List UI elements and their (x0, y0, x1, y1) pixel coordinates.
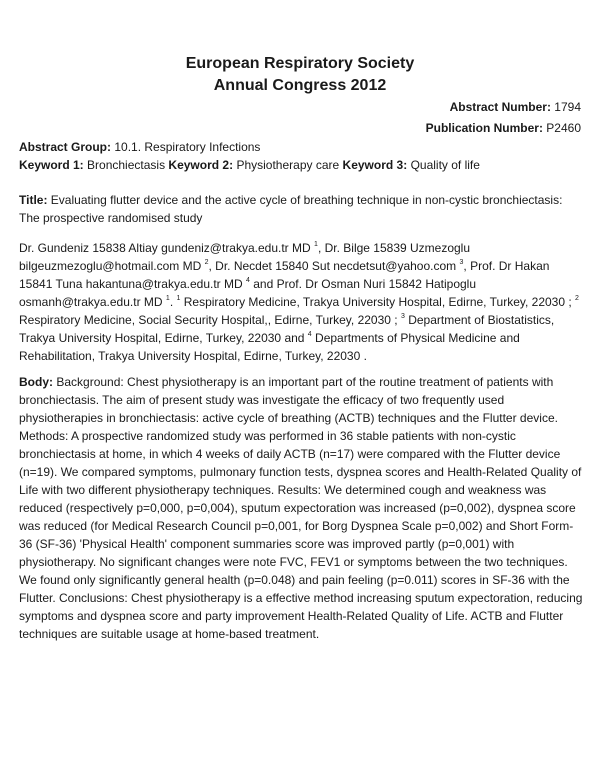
keyword-1-label: Keyword 1: (19, 158, 84, 172)
keyword-3-value: Quality of life (410, 158, 480, 172)
congress-year: Annual Congress 2012 (213, 77, 387, 94)
keyword-2-value: Physiotherapy care (236, 158, 340, 172)
affiliation-4-sup: 4 (307, 331, 312, 338)
abstract-number-label: Abstract Number: (449, 100, 551, 114)
affiliation-1-sup: 1 (176, 295, 181, 302)
publication-number-value: P2460 (546, 121, 581, 135)
author-3: , Dr. Necdet 15840 Sut necdetsut@yahoo.com (208, 259, 457, 273)
body-label: Body: (19, 375, 53, 389)
author-5: and Prof. Dr Osman Nuri 15842 Hatipoglu osmanh@trakya.edu.tr MD (19, 277, 477, 309)
abstract-group-label: Abstract Group: (19, 140, 112, 154)
author-4-affiliation-sup: 4 (246, 277, 250, 284)
congress-name: European Respiratory Society (185, 55, 415, 72)
publication-number (426, 121, 581, 136)
author-2: , Dr. Bilge 15839 Uzmezoglu bilgeuzmezoglu@hotmail.com MD (19, 241, 471, 273)
keyword-2-label: Keyword 2: (168, 158, 234, 172)
abstract-group-value: 10.1. Respiratory Infections (114, 140, 261, 154)
keywords-line (19, 156, 584, 174)
abstract-body (19, 373, 584, 643)
affiliation-2: Respiratory Medicine, Social Security Hospital,, Edirne, Turkey, 22030 ; (19, 313, 401, 327)
abstract-group (19, 138, 584, 156)
keyword-3-label: Keyword 3: (342, 158, 408, 172)
affiliation-3-sup: 3 (400, 313, 405, 320)
affiliation-2-sup: 2 (575, 295, 579, 302)
title-label: Title: (19, 193, 48, 207)
publication-number-label: Publication Number: (425, 121, 543, 135)
affiliation-1: Respiratory Medicine, Trakya University Hospital, Edirne, Turkey, 22030 ; (180, 295, 576, 309)
author-4: , Prof. Dr Hakan 15841 Tuna hakantuna@trakya.edu.tr MD (19, 259, 550, 291)
title-text: Evaluating flutter device and the active cycle of breathing technique in non-cystic bronchiectasis: The prospective randomised study (19, 193, 563, 225)
affiliation-4: Departments of Physical Medicine and Rehabilitation, Trakya University Hospital, Edirne, Turkey, 22030 . (19, 331, 520, 363)
body-text: Background: Chest physiotherapy is an important part of the routine treatment of patients with bronchiectasis. The aim of present study was investigate the efficacy of two frequently used physiotherapies in bronchiectasis: active cycle of breathing (ACTB) techniques and the Flutter device. Methods: A prospective randomized study was performed in 36 stable patients with non-cystic bronchiectasis at home, in which 4 weeks of daily ACTB (n=17) were compared with the Flutter device (n=19). We compared symptoms, pulmonary function tests, dyspnea scores and Health-Related Quality of Life with two different physiotherapy techniques. Results: We determined cough and weakness was reduced (respectively p=0,000, p=0,004), sputum expectoration was increased (p=0,002), dyspnea score was reduced (for Medical Research Council p=0,001, for Borg Dyspnea Scale p=0,002) and Short Form-36 (SF-36) 'Physical Health' component summaries score was improved partly (p=0,001) with physiotherapy. No significant changes were note FVC, FEV1 or symptoms between the two techniques. We found only significantly general health (p=0.048) and pain feeling (p=0.011) scores in SF-36 with the Flutter. Conclusions: Chest physiotherapy is a effective method increasing sputum expectoration, reducing symptoms and dyspnea score and party improvement Health-Related Quality of Life. ACTB and Flutter techniques are suitable usage at home-based treatment. (19, 375, 583, 641)
authors-affiliations (19, 239, 584, 365)
abstract-number (450, 100, 581, 115)
author-1: Dr. Gundeniz 15838 Altiay gundeniz@trakya.edu.tr MD (19, 241, 311, 255)
abstract-title (19, 191, 584, 227)
abstract-number-value: 1794 (554, 100, 581, 114)
keyword-1-value: Bronchiectasis (87, 158, 166, 172)
author-5-affiliation-sup: 1 (165, 295, 170, 302)
author-1-affiliation-sup: 1 (314, 241, 318, 248)
authors-end: . (169, 295, 177, 309)
author-3-affiliation-sup: 3 (459, 259, 464, 266)
affiliation-3: Department of Biostatistics, Trakya University Hospital, Edirne, Turkey, 22030 and (19, 313, 555, 345)
author-2-affiliation-sup: 2 (204, 259, 209, 266)
